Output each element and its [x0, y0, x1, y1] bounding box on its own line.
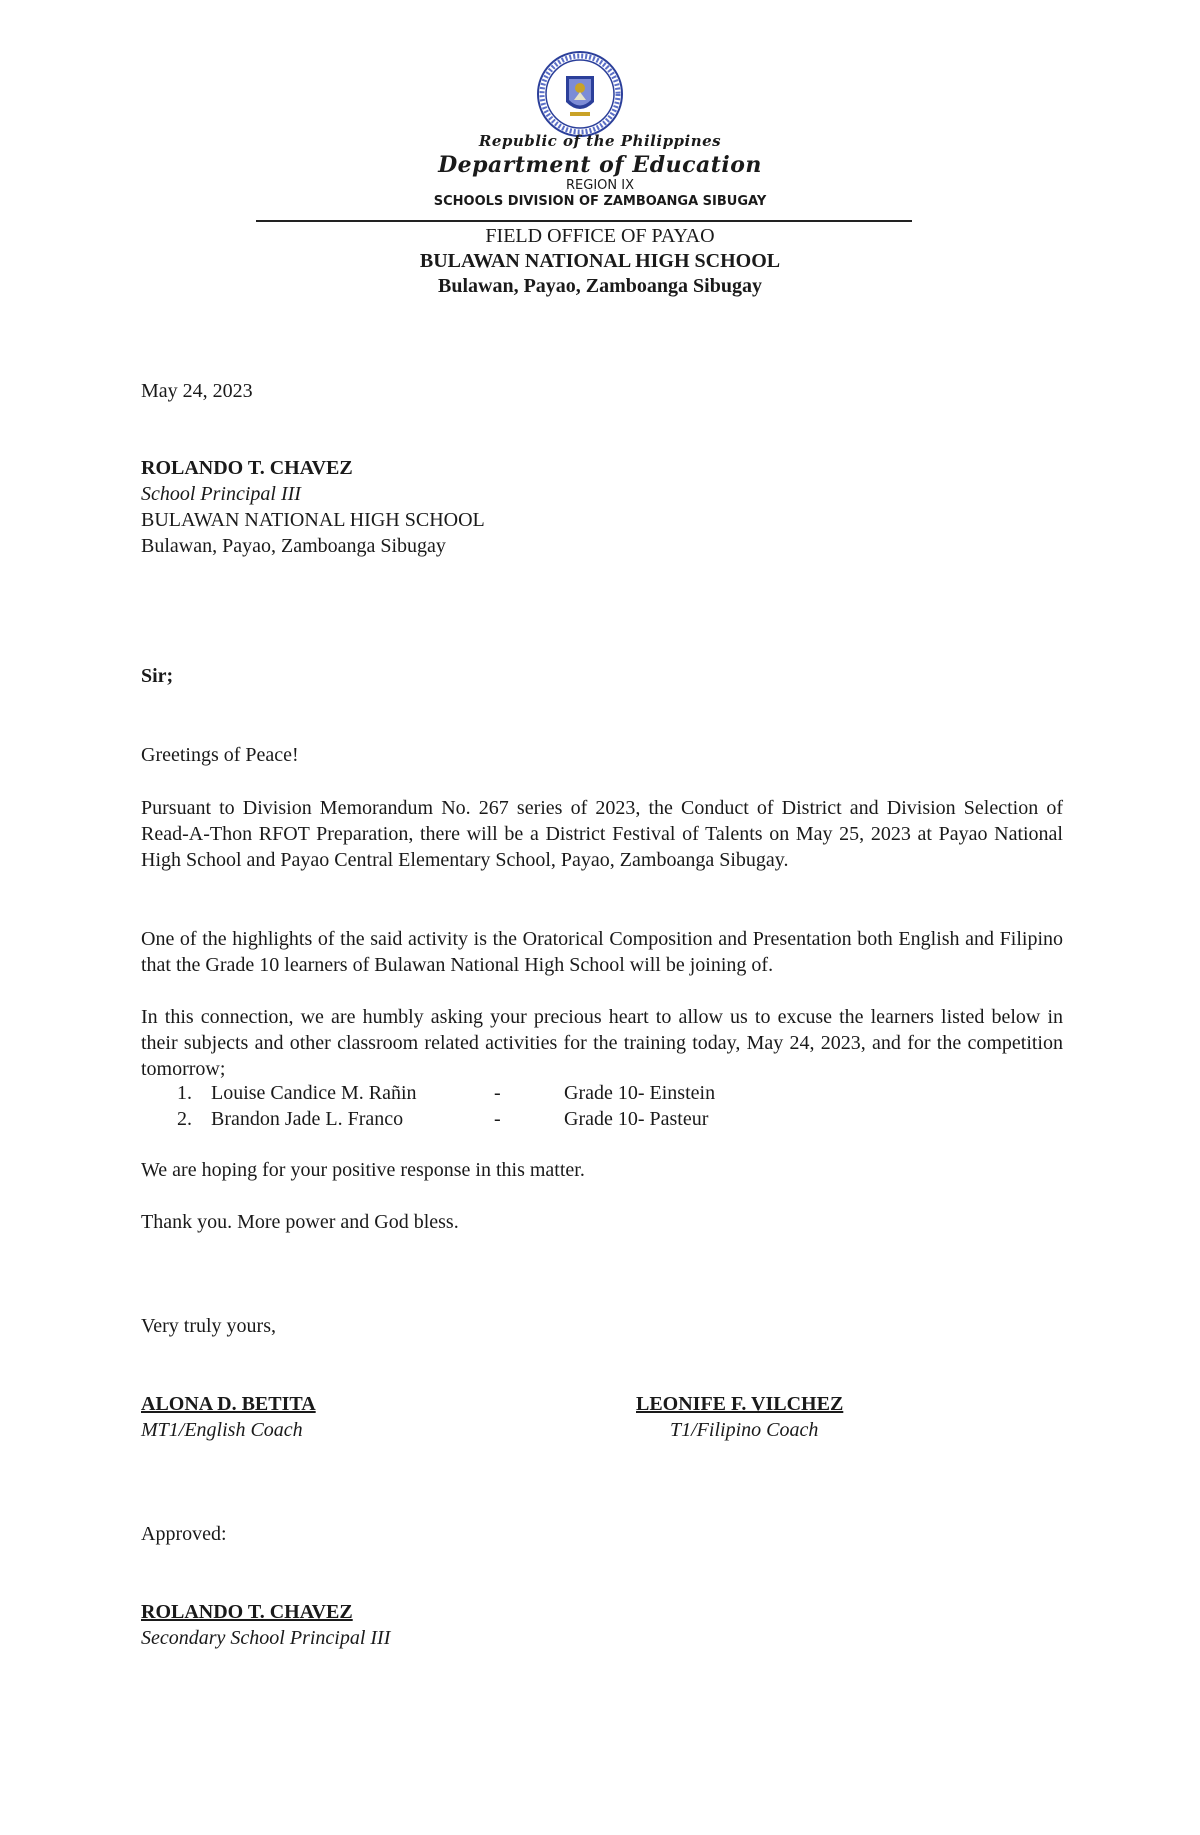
signatory-1-title: MT1/English Coach	[141, 1419, 303, 1441]
body-paragraph-3: In this connection, we are humbly asking your precious heart to allow us to excuse the learners listed below in their subjects and other classroom related activities for the training today, May 24, 2023, and for the competition tomorrow;	[141, 1006, 1063, 1080]
signatory-2-name: LEONIFE F. VILCHEZ	[636, 1393, 844, 1415]
school-address-line: Bulawan, Payao, Zamboanga Sibugay	[438, 275, 762, 297]
list-item-name: Louise Candice M. Rañin	[211, 1082, 417, 1104]
list-item-dash: -	[494, 1082, 501, 1104]
recipient-name: ROLANDO T. CHAVEZ	[141, 457, 353, 479]
letter-date: May 24, 2023	[141, 380, 253, 402]
division-line: SCHOOLS DIVISION OF ZAMBOANGA SIBUGAY	[433, 194, 767, 209]
republic-line: Republic of the Philippines	[478, 132, 722, 150]
department-line: Department of Education	[438, 152, 762, 178]
approved-label: Approved:	[141, 1523, 227, 1545]
closing-line: Very truly yours,	[141, 1315, 276, 1337]
list-item-name: Brandon Jade L. Franco	[211, 1108, 404, 1130]
recipient-title: School Principal III	[141, 483, 301, 505]
salutation: Sir;	[141, 665, 174, 687]
list-item-number: 1.	[177, 1082, 192, 1104]
signatory-2-title: T1/Filipino Coach	[670, 1419, 819, 1441]
signatory-1-name: ALONA D. BETITA	[141, 1393, 316, 1415]
list-item-number: 2.	[177, 1108, 192, 1130]
list-item-dash: -	[494, 1108, 501, 1130]
body-paragraph-1: Pursuant to Division Memorandum No. 267 series of 2023, the Conduct of District and Division Selection of Read-A-Thon RFOT Preparation, there will be a District Festival of Talents on May 25, 2023 at Payao National High School and Payao Central Elementary School, Payao, Zamboanga Sibugay.	[141, 797, 1063, 871]
region-line: REGION IX	[566, 178, 634, 193]
body-paragraph-2: One of the highlights of the said activity is the Oratorical Composition and Presentation both English and Filipino that the Grade 10 learners of Bulawan National High School will be joining of.	[141, 928, 1063, 976]
greeting: Greetings of Peace!	[141, 744, 299, 766]
field-office-line: FIELD OFFICE OF PAYAO	[485, 225, 715, 247]
deped-seal-icon	[536, 50, 624, 138]
list-item-section: Grade 10- Einstein	[564, 1082, 716, 1104]
hoping-line: We are hoping for your positive response in this matter.	[141, 1159, 585, 1181]
approver-name: ROLANDO T. CHAVEZ	[141, 1601, 353, 1623]
recipient-address: Bulawan, Payao, Zamboanga Sibugay	[141, 535, 446, 557]
thanks-line: Thank you. More power and God bless.	[141, 1211, 459, 1233]
approver-title: Secondary School Principal III	[141, 1627, 391, 1649]
recipient-school: BULAWAN NATIONAL HIGH SCHOOL	[141, 509, 485, 531]
school-name-line: BULAWAN NATIONAL HIGH SCHOOL	[419, 250, 781, 272]
letterhead-divider	[256, 220, 912, 222]
list-item-section: Grade 10- Pasteur	[564, 1108, 709, 1130]
